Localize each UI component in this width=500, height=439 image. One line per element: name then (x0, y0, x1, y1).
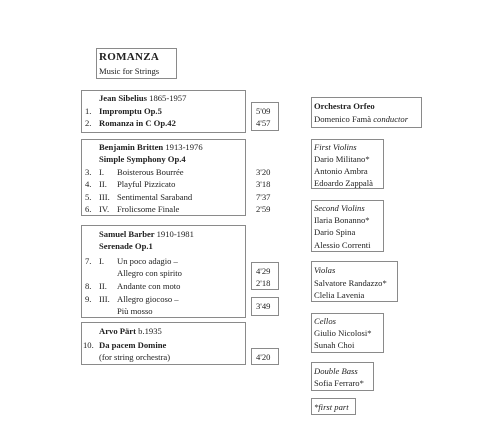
track-number: 9. (85, 294, 92, 304)
album-subtitle: Music for Strings (99, 66, 160, 76)
movement-number: II. (99, 281, 107, 291)
britten-work: Simple Symphony Op.4 (99, 154, 186, 164)
section-label: Double Bass (314, 366, 358, 376)
track-duration: 3'49 (256, 301, 271, 311)
section-label: Cellos (314, 316, 336, 326)
track-subtitle: (for string orchestra) (99, 352, 171, 362)
sibelius-composer (99, 93, 186, 103)
track-title: Sentimental Saraband (117, 192, 193, 202)
album-title: ROMANZA (99, 51, 160, 63)
track-number: 10. (83, 340, 94, 350)
track-duration: 4'29 (256, 266, 271, 276)
musician: Sunah Choi (314, 340, 355, 350)
musician: Sofia Ferraro* (314, 378, 364, 388)
track-duration: 7'37 (256, 192, 271, 202)
track-title-continued: Più mosso (117, 306, 153, 316)
movement-number: II. (99, 179, 107, 189)
musician: Alessio Correnti (314, 240, 371, 250)
part-dates: b.1935 (138, 326, 162, 336)
track-duration: 4'20 (256, 352, 271, 362)
section-label: Second Violins (314, 203, 365, 213)
conductor (314, 114, 408, 124)
movement-number: I. (99, 256, 105, 266)
musician: Giulio Nicolosi* (314, 328, 372, 338)
track-title: Frolicsome Finale (117, 204, 180, 214)
track-duration: 2'18 (256, 278, 271, 288)
barber-name: Samuel Barber (99, 229, 155, 239)
track-title: Impromptu Op.5 (99, 106, 162, 116)
part-composer (99, 326, 162, 336)
footnote: *first part (314, 402, 349, 412)
musician: Salvatore Randazzo* (314, 278, 387, 288)
track-number: 8. (85, 281, 92, 291)
track-duration: 4'57 (256, 118, 271, 128)
musician: Clelia Lavenia (314, 290, 365, 300)
britten-dates: 1913-1976 (165, 142, 203, 152)
musician: Dario Spina (314, 227, 356, 237)
track-number: 3. (85, 167, 92, 177)
track-number: 1. (85, 106, 92, 116)
conductor-role: conductor (373, 114, 409, 124)
sibelius-dates: 1865-1957 (149, 93, 187, 103)
track-number: 4. (85, 179, 92, 189)
musician: Antonio Ambra (314, 166, 368, 176)
track-number: 2. (85, 118, 92, 128)
track-title: Allegro giocoso – (117, 294, 179, 304)
movement-number: III. (99, 192, 110, 202)
conductor-name: Domenico Famà (314, 114, 372, 124)
track-title: Da pacem Domine (99, 340, 167, 350)
track-title: Andante con moto (117, 281, 181, 291)
track-title-continued: Allegro con spirito (117, 268, 182, 278)
track-duration: 3'20 (256, 167, 271, 177)
track-title: Romanza in C Op.42 (99, 118, 176, 128)
track-number: 7. (85, 256, 92, 266)
track-duration: 2'59 (256, 204, 271, 214)
britten-name: Benjamin Britten (99, 142, 164, 152)
track-number: 6. (85, 204, 92, 214)
track-duration: 3'18 (256, 179, 271, 189)
musician: Ilaria Bonanno* (314, 215, 370, 225)
movement-number: III. (99, 294, 110, 304)
barber-dates: 1910-1981 (156, 229, 194, 239)
movement-number: IV. (99, 204, 110, 214)
orchestra-name: Orchestra Orfeo (314, 101, 375, 111)
part-name: Arvo Pärt (99, 326, 136, 336)
musician: Edoardo Zappalà (314, 178, 373, 188)
track-title: Playful Pizzicato (117, 179, 176, 189)
musician: Dario Militano* (314, 154, 370, 164)
track-title: Boisterous Bourrée (117, 167, 184, 177)
sibelius-name: Jean Sibelius (99, 93, 147, 103)
britten-composer (99, 142, 203, 152)
track-number: 5. (85, 192, 92, 202)
track-duration: 5'09 (256, 106, 271, 116)
section-label: First Violins (314, 142, 357, 152)
track-title: Un poco adagio – (117, 256, 178, 266)
barber-composer (99, 229, 194, 239)
movement-number: I. (99, 167, 105, 177)
section-label: Violas (314, 265, 336, 275)
barber-work: Serenade Op.1 (99, 241, 153, 251)
